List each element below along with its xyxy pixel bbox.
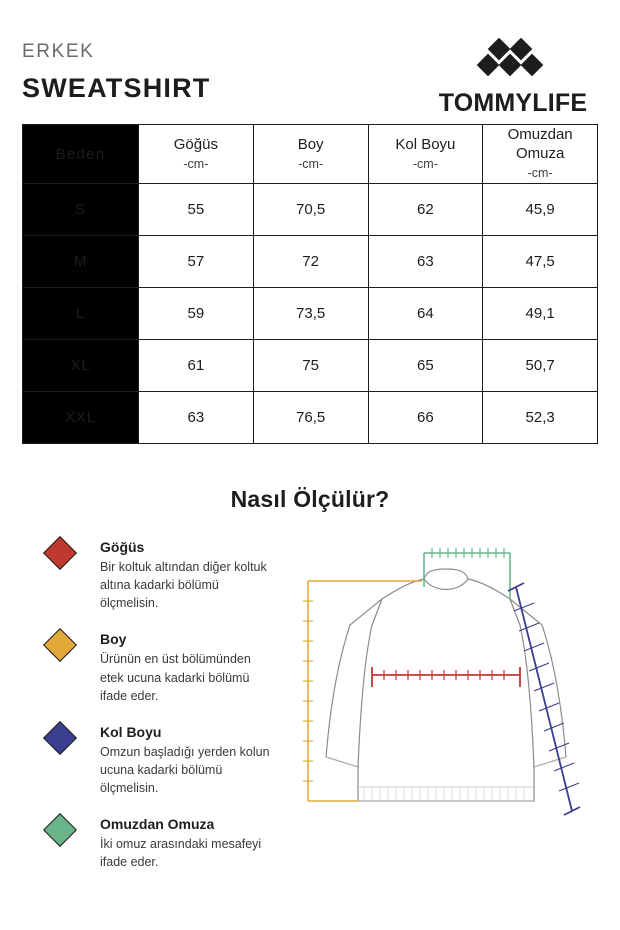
cell-size: XXL: [23, 392, 139, 444]
legend-item-shoulder: [46, 816, 272, 871]
column-header-shoulder-unit: -cm-: [527, 165, 553, 180]
cell-chest: 63: [139, 392, 254, 444]
column-header-length-unit: -cm-: [298, 156, 324, 171]
column-header-length-label: Boy: [297, 135, 324, 153]
legend-item-sleeve-desc: Omzun başladığı yerden kolun ucuna kadarki bölümü ölçmelisin.: [100, 744, 270, 795]
column-header-chest: [139, 125, 254, 184]
size-table: [22, 124, 598, 444]
cell-length: 76,5: [253, 392, 368, 444]
legend-item-length: [46, 631, 272, 704]
length-marker-icon: [43, 628, 77, 662]
cell-shoulder: 52,3: [483, 392, 598, 444]
cell-sleeve: 66: [368, 392, 483, 444]
cell-size: S: [23, 184, 139, 236]
sweatshirt-illustration: [272, 539, 598, 869]
cell-sleeve: 62: [368, 184, 483, 236]
column-header-shoulder: [483, 125, 598, 184]
product-heading: [22, 42, 211, 104]
column-header-chest-unit: -cm-: [183, 156, 209, 171]
cell-length: 70,5: [253, 184, 368, 236]
table-row: [23, 340, 598, 392]
sleeve-marker-icon: [43, 721, 77, 755]
howto-title: Nasıl Ölçülür?: [230, 486, 390, 512]
cell-chest: 61: [139, 340, 254, 392]
brand-name: TOMMYLIFE: [438, 89, 588, 117]
column-header-sleeve-label: Kol Boyu: [395, 135, 456, 153]
legend-item-chest-desc: Bir koltuk altından diğer koltuk altına kadarki bölümü ölçmelisin.: [100, 560, 267, 611]
cell-sleeve: 63: [368, 236, 483, 288]
table-row: [23, 184, 598, 236]
column-header-sleeve-unit: -cm-: [412, 156, 438, 171]
legend-item-shoulder-desc: İki omuz arasındaki mesafeyi ifade eder.: [100, 837, 262, 870]
legend-item-chest-label: Göğüs: [100, 539, 145, 555]
brand-logo: [428, 38, 598, 118]
cell-size: L: [23, 288, 139, 340]
table-row: [23, 236, 598, 288]
column-header-size: Beden: [23, 125, 139, 184]
column-header-shoulder-label: Omuzdan Omuza: [507, 126, 573, 163]
cell-chest: 57: [139, 236, 254, 288]
cell-sleeve: 65: [368, 340, 483, 392]
legend-item-shoulder-label: Omuzdan Omuza: [100, 816, 215, 833]
cell-length: 75: [253, 340, 368, 392]
column-header-sleeve: [368, 125, 483, 184]
legend-item-sleeve-label: Kol Boyu: [100, 723, 162, 740]
table-row: [23, 392, 598, 444]
cell-size: M: [23, 236, 139, 288]
cell-sleeve: 64: [368, 288, 483, 340]
page-header: [22, 0, 598, 117]
cell-shoulder: 47,5: [483, 236, 598, 288]
page-title: SWEATSHIRT: [22, 72, 211, 103]
chest-marker-icon: [43, 536, 77, 570]
legend-item-length-label: Boy: [100, 631, 127, 648]
measurement-legend: [22, 539, 272, 871]
cell-chest: 55: [139, 184, 254, 236]
howto-body: [22, 539, 598, 871]
legend-item-chest: [46, 539, 272, 612]
product-category: ERKEK: [22, 41, 95, 62]
shoulder-marker-icon: [43, 813, 77, 847]
column-header-chest-label: Göğüs: [173, 135, 218, 153]
table-header-row: [23, 125, 598, 184]
cell-shoulder: 45,9: [483, 184, 598, 236]
cell-chest: 59: [139, 288, 254, 340]
diamond-cluster-icon: [428, 38, 598, 81]
cell-shoulder: 49,1: [483, 288, 598, 340]
table-row: [23, 288, 598, 340]
cell-size: XL: [23, 340, 139, 392]
cell-length: 73,5: [253, 288, 368, 340]
column-header-length: [253, 125, 368, 184]
cell-length: 72: [253, 236, 368, 288]
legend-item-sleeve: [46, 724, 272, 797]
legend-item-length-desc: Ürünün en üst bölümünden etek ucuna kadarki bölümü ifade eder.: [100, 652, 251, 703]
cell-shoulder: 50,7: [483, 340, 598, 392]
